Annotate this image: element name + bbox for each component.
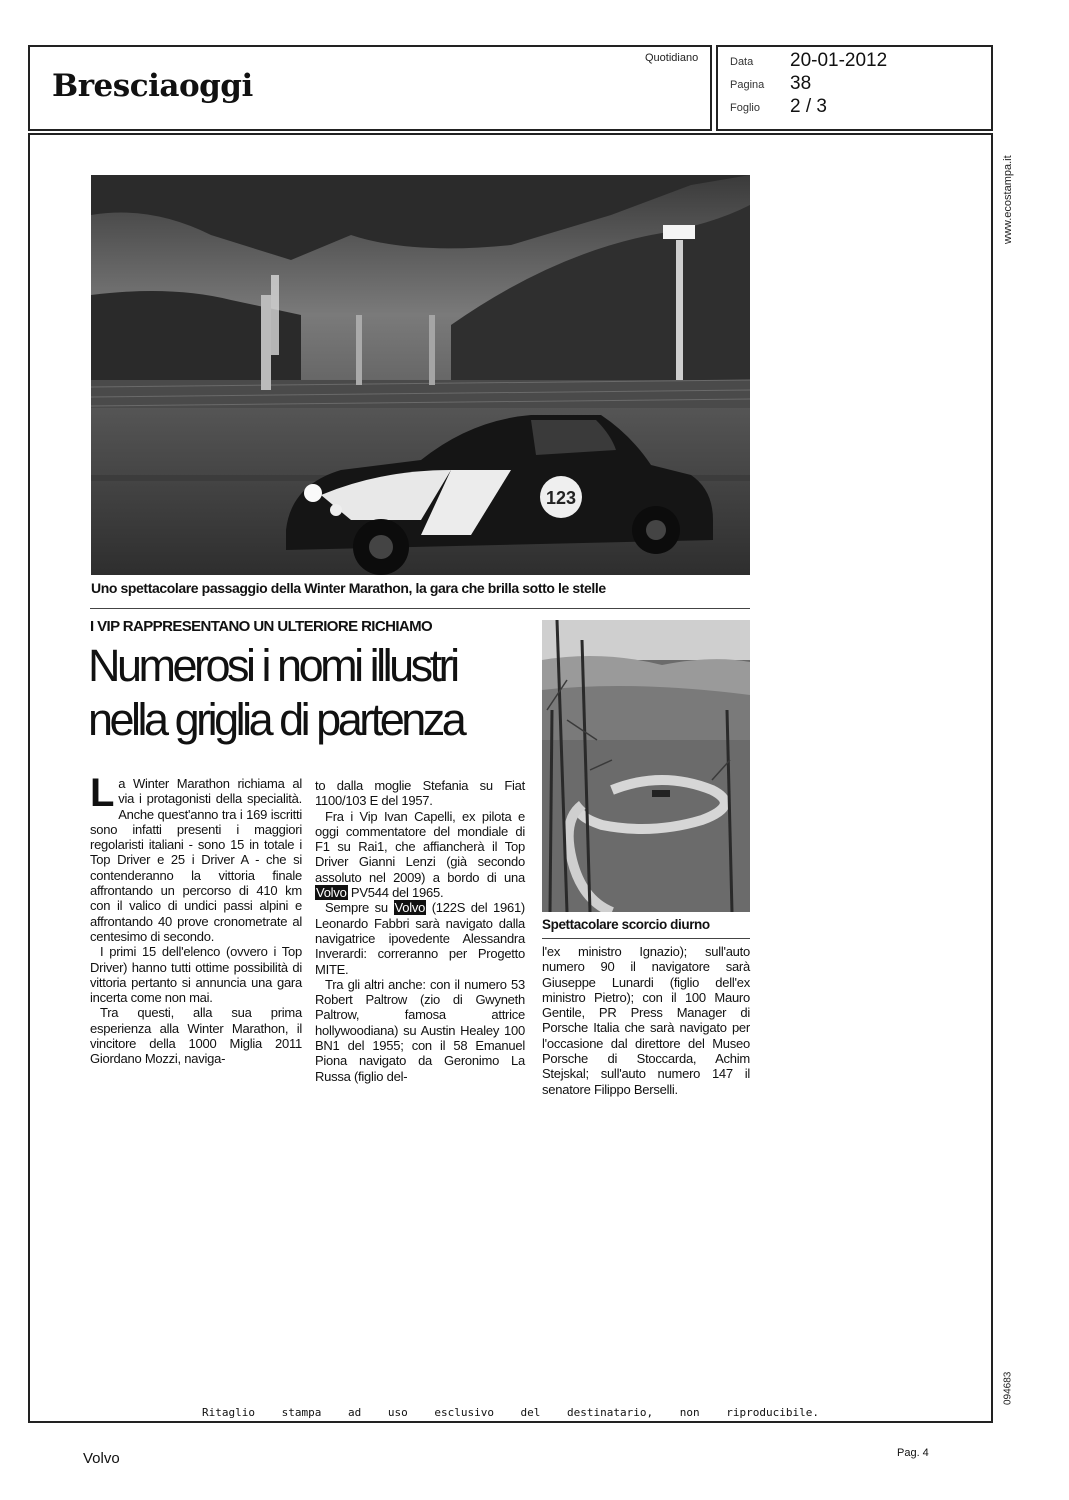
headline-line1: Numerosi i nomi illustri: [88, 640, 457, 691]
article-column-3: l'ex ministro Ignazio); sull'auto numero 90 il navigatore sarà Giuseppe Lunardi (figlio dell'ex ministro Pietro); con il 100 Mauro Gentile, PR Press Manager di Porsche Italia che sarà navigato per l'occasione dal direttore del Museo Porsche di Stoccarda, Achim Stejskal; sull'auto numero 147 il senatore Filippo Berselli.: [542, 944, 750, 1097]
foglio-label: Foglio: [730, 102, 760, 114]
article-column-1: La Winter Marathon richiama al via i protagonisti della specialità. Anche quest'anno tra i 169 iscritti sono infatti presenti i maggiori regolaristi italiani - sono 15 in totale i Top Driver e 25 i Driver A - che si contenderanno la vittoria finale affrontando un percorso di 410 km con il valico di undici passi alpini e affrontando 40 prove cronometrate al centesimo di secondo. I primi 15 dell'elenco (ovvero i Top Driver) hanno tutti ottime possibilità di vittoria pertanto si annuncia una gara incerta come non mai. Tra questi, alla sua prima esperienza alla Winter Marathon, il vincitore della 1000 Miglia 2011 Giordano Mozzi, naviga-: [90, 771, 302, 1067]
headline-line2: nella griglia di partenza: [88, 694, 464, 745]
drop-cap: L: [90, 771, 115, 815]
mountain-road-photo: [542, 620, 750, 912]
foglio-value: 2 / 3: [790, 96, 827, 117]
client-label: Volvo: [83, 1450, 120, 1467]
page-number: Pag. 4: [897, 1447, 929, 1459]
side-url: www.ecostampa.it: [1002, 155, 1014, 245]
masthead-logo: Bresciaoggi: [52, 68, 253, 104]
pagina-label: Pagina: [730, 79, 765, 91]
article-kicker: I VIP RAPPRESENTANO UN ULTERIORE RICHIAMO: [90, 618, 433, 635]
side-photo-caption: Spettacolare scorcio diurno: [542, 917, 710, 932]
side-caption-rule: [542, 938, 750, 939]
brand-highlight: Volvo: [394, 900, 426, 916]
side-code: 094683: [1002, 1371, 1014, 1405]
data-value: 20-01-2012: [790, 50, 888, 71]
frequency-label: Quotidiano: [645, 52, 699, 64]
article-column-2: to dalla moglie Stefania su Fiat 1100/103 E del 1957. Fra i Vip Ivan Capelli, ex pilota e oggi commentatore del mondiale di F1 su Rai1, che affiancherà il Top Driver Gianni Lenzi (già secondo assoluto nel 2009) a bordo di una Volvo PV544 del 1965. Sempre su Volvo (122S del 1961) Leonardo Fabbri sarà navigato dalla navigatrice ipovedente Alessandra Inverardi: correranno per Progetto MITE. Tra gli altri anche: con il numero 53 Robert Paltrow (zio di Gwyneth Paltrow, famosa attrice hollywoodiana) su Austin Healey 100 BN1 del 1955; con il 58 Emanuel Piona navigato da Geronimo La Russa (figlio del-: [315, 778, 525, 1084]
divider-rule: [90, 608, 750, 609]
data-label: Data: [730, 56, 754, 68]
reproduction-notice: Ritaglio stampa ad uso esclusivo del destinatario, non riproducibile.: [202, 1406, 819, 1419]
photo-caption: Uno spettacolare passaggio della Winter Marathon, la gara che brilla sotto le stelle: [91, 580, 606, 596]
car-night-photo: [91, 175, 750, 575]
car-number: 123: [545, 488, 577, 508]
pagina-value: 38: [790, 73, 812, 94]
brand-highlight: Volvo: [316, 885, 347, 901]
